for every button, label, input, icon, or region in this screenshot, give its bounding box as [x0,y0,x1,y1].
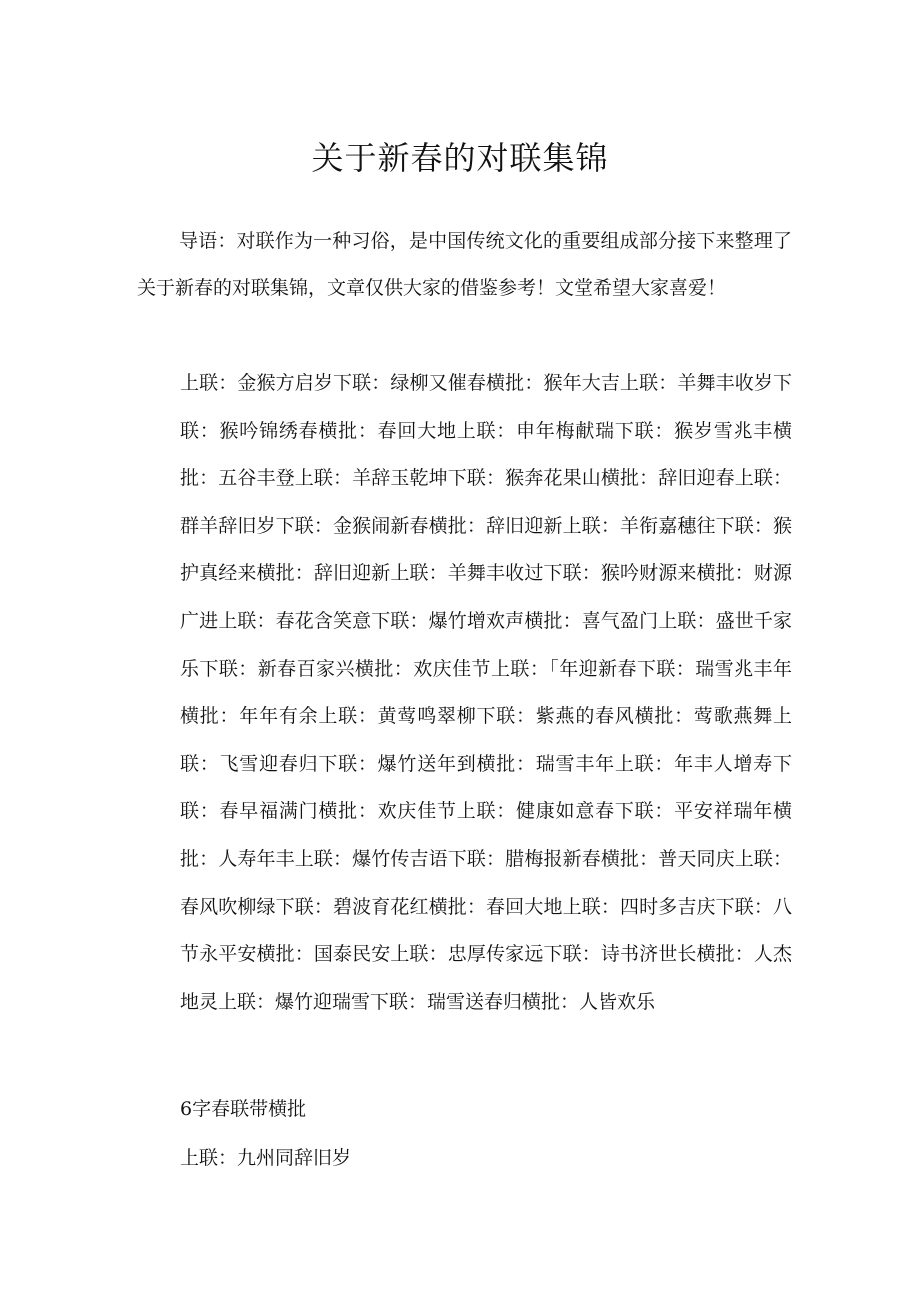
page-title: 关于新春的对联集锦 [311,139,609,177]
intro-paragraph: 导语：对联作为一种习俗，是中国传统文化的重要组成部分接下来整理了关于新春的对联集锦，文章仅供大家的借鉴参考！文堂希望大家喜爱！ [137,230,792,299]
section-heading: 6字春联带横批 [180,1098,307,1120]
couplets-paragraph: 上联：金猴方启岁下联：绿柳又催春横批：猴年大吉上联：羊舞丰收岁下联：猴吟锦绣春横批：春回大地上联：申年梅献瑞下联：猴岁雪兆丰横批：五谷丰登上联：羊辞玉乾坤下联：猴奔花果山横批：辞旧迎春上联：群羊辞旧岁下联：金猴闹新春横批：辞旧迎新上联：羊衔嘉穗往下联：猴护真经来横批：辞旧迎新上联：羊舞丰收过下联：猴吟财源来横批：财源广进上联：春花含笑意下联：爆竹增欢声横批：喜气盈门上联：盛世千家乐下联：新春百家兴横批：欢庆佳节上联：「年迎新春下联：瑞雪兆丰年横批：年年有余上联：黄莺鸣翠柳下联：紫燕的春风横批：莺歌燕舞上联：飞雪迎春归下联：爆竹送年到横批：瑞雪丰年上联：年丰人增寿下联：春早福满门横批：欢庆佳节上联：健康如意春下联：平安祥瑞年横批：人寿年丰上联：爆竹传吉语下联：腊梅报新春横批：普天同庆上联：春风吹柳绿下联：碧波育花红横批：春回大地上联：四时多吉庆下联：八节永平安横批：国泰民安上联：忠厚传家远下联：诗书济世长横批：人杰地灵上联：爆竹迎瑞雪下联：瑞雪送春归横批：人皆欢乐 [180,372,792,1013]
couplet-line: 上联：九州同辞旧岁 [180,1147,352,1169]
